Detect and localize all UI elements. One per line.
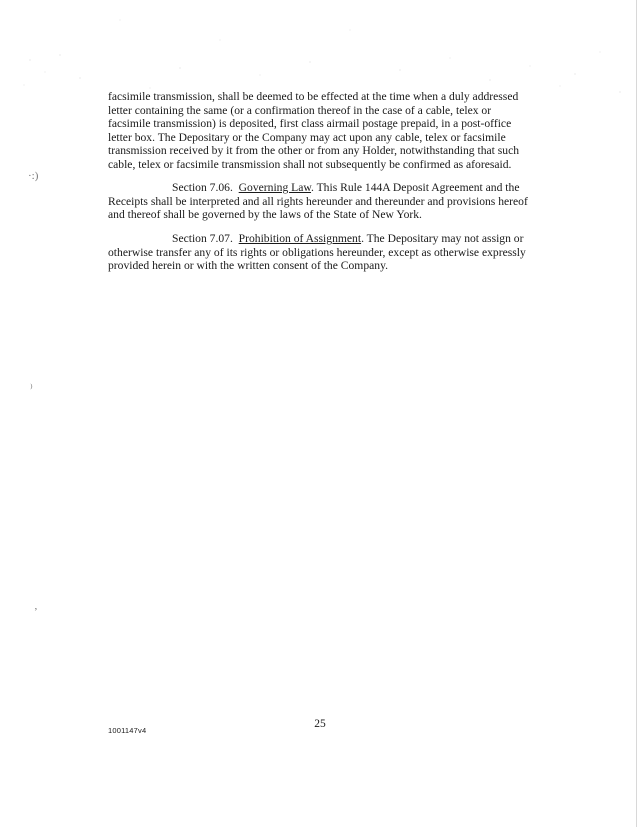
page-number: 25 — [314, 718, 326, 730]
paragraph-text: . This Rule 144A Deposit Agreement and the Receipts shall be interpreted and all rights hereunder and thereunder and provisions hereof and thereof shall be governed by the laws of the State of New York. — [108, 181, 528, 222]
paragraph-section-7-07 — [108, 232, 536, 273]
section-heading: Prohibition of Assignment — [238, 232, 362, 245]
paragraph-notices-continued — [108, 90, 536, 172]
section-number: Section 7.07. — [172, 232, 233, 245]
document-id: 1001147v4 — [108, 726, 147, 735]
section-heading: Governing Law — [238, 181, 312, 194]
paragraph-text: . The Depositary may not assign or otherwise transfer any of its rights or obligations hereunder, except as otherwise expressly provided herein or with the written consent of the Company. — [108, 232, 526, 273]
paragraph-text: facsimile transmission, shall be deemed to be effected at the time when a duly addressed letter containing the same (or a confirmation thereof in the case of a cable, telex or facsimile transmission) is deposited, first class airmail postage prepaid, in a post-office letter box. The Depositary or the Company may act upon any cable, telex or facsimile transmission received by it from the other or from any Holder, notwithstanding that such cable, telex or facsimile transmission shall not subsequently be confirmed as aforesaid. — [108, 90, 520, 171]
scan-mark: ‚ — [34, 600, 38, 612]
punch-mark: ⁾ — [30, 383, 33, 395]
punch-mark: ·:) — [28, 170, 39, 182]
section-number: Section 7.06. — [172, 181, 233, 194]
paragraph-section-7-06 — [108, 181, 536, 222]
scan-edge — [636, 0, 637, 827]
